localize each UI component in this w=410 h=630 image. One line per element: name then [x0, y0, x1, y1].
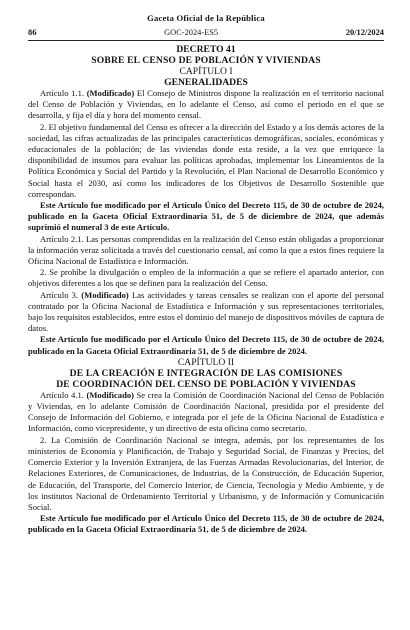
- chapter-2-title-line-2: DE COORDINACIÓN DEL CENSO DE POBLACIÓN Y VIVIENDAS: [56, 378, 356, 390]
- article-4-1-prefix: Artículo 4.1.: [40, 389, 84, 400]
- page-meta-row: [28, 26, 384, 39]
- article-1-1-prefix: Artículo 1.1.: [40, 88, 84, 98]
- chapter-1-label: CAPÍTULO I: [179, 66, 233, 77]
- modified-tag: (Modificado): [86, 88, 135, 98]
- article-2-2: 2. Se prohíbe la divulgación o empleo de la información a que se refiere el apartado anterior, con objetivos diferentes a los que se definen para la realización del Censo.: [28, 267, 384, 289]
- modified-tag: (Modificado): [81, 289, 129, 300]
- article-3: [28, 290, 384, 335]
- chapter-1-title: GENERALIDADES: [164, 77, 248, 88]
- gazette-code: GOC-2024-ES5: [164, 28, 219, 37]
- running-title: Gaceta Oficial de la República: [147, 13, 265, 23]
- decree-title: SOBRE EL CENSO DE POBLACIÓN Y VIVIENDAS: [91, 55, 321, 66]
- article-4-2: 2. La Comisión de Coordinación Nacional se integra, además, por los representantes de los ministerios de Economía y Planificación, de Trabajo y Seguridad Social, de Finanzas y Precios, del Comercio Exterior y la Inversión Extranjera, de las Fuerzas Armadas Revolucionarias, del Interior, de Relaciones Exteriores, de Comunicaciones, de Industrias, de la Construcción, de Educación Superior, de Educación, del Transporte, del Comercio Interior, de Ciencia, Tecnología y Medio Ambiente, y de los institutos Nacional de Ordenamiento Territorial y Urbanismo, y de Información y Comunicación Social.: [28, 434, 384, 512]
- modified-tag: (Modificado): [86, 389, 134, 400]
- article-4-1: [28, 390, 384, 435]
- publication-date: 20/12/2024: [345, 28, 384, 37]
- amendment-note-2: Este Artículo fue modificado por el Artículo Único del Decreto 115, de 30 de octubre de 2024, publicado en la Gaceta Oficial Extraordinaria 51, de 5 de diciembre de 2024.: [28, 334, 384, 356]
- article-1-2: 2. El objetivo fundamental del Censo es ofrecer a la dirección del Estado y a los demás actores de la sociedad, las cifras actualizadas de las principales características demográficas, sociales, económicas y educacionales de la población; de las viviendas donde esta reside, a la vez que enriquece la disponibilidad de insumos para evaluar las políticas aprobadas, implementar los Lineamientos de la Política Económica y Social del Partido y la Revolución, el Plan Nacional de Desarrollo Económico y Social hasta el 2030, así como los indicadores de los Objetivos de Desarrollo Sostenible que correspondan.: [28, 121, 384, 199]
- amendment-note-3: Este Artículo fue modificado por el Artículo Único del Decreto 115, de 30 de octubre de 2024, publicado en la Gaceta Oficial Extraordinaria 51, de 5 de diciembre de 2024.: [28, 513, 384, 535]
- header-rule: [28, 40, 384, 41]
- article-1-1: [28, 88, 384, 122]
- amendment-note-1: Este Artículo fue modificado por el Artículo Único del Decreto 115, de 30 de octubre de 2024, publicado en la Gaceta Oficial Extraordinaria 51, de 5 de diciembre de 2024, que además suprimió el numeral 3 de este Artículo.: [28, 200, 384, 233]
- page-number: 86: [28, 28, 37, 37]
- article-4-1-text: Se crea la Comisión de Coordinación Nacional del Censo de Población y Viviendas, en lo adelante Comisión de Coordinación Nacional, presidida por el presidente del Consejo de Información del Gobierno, e integrada por el jefe de la Oficina Nacional de Estadística e Información, como vicepresidente, y un directivo de esta oficina como secretario.: [28, 389, 384, 434]
- article-3-text: Las actividades y tareas censales se realizan con el aporte del personal contratado por la Oficina Nacional de Estadística e Información y sus representaciones territoriales, bajo los requisitos establecidos, entre estos el dominio del manejo de dispositivos móviles de captura de datos.: [28, 289, 384, 334]
- article-3-prefix: Artículo 3.: [40, 289, 79, 300]
- article-1-1-text: El Consejo de Ministros dispone la realización en el territorio nacional del Censo de Población y Viviendas, en lo adelante el Censo, así como el periodo en el que se desarrolla, y fija el día y hora del momento censal.: [28, 88, 384, 121]
- chapter-2-label: CAPÍTULO II: [177, 356, 235, 368]
- chapter-2-title-line-1: DE LA CREACIÓN E INTEGRACIÓN DE LAS COMISIONES: [69, 367, 343, 379]
- article-2-1: Artículo 2.1. Las personas comprendidas en la realización del Censo están obligadas a proporcionar la información veraz solicitada a través del cuestionario censal, así como la que a estos fines requiere la Oficina Nacional de Estadística e Información.: [28, 233, 384, 267]
- decree-number: DECRETO 41: [176, 44, 236, 55]
